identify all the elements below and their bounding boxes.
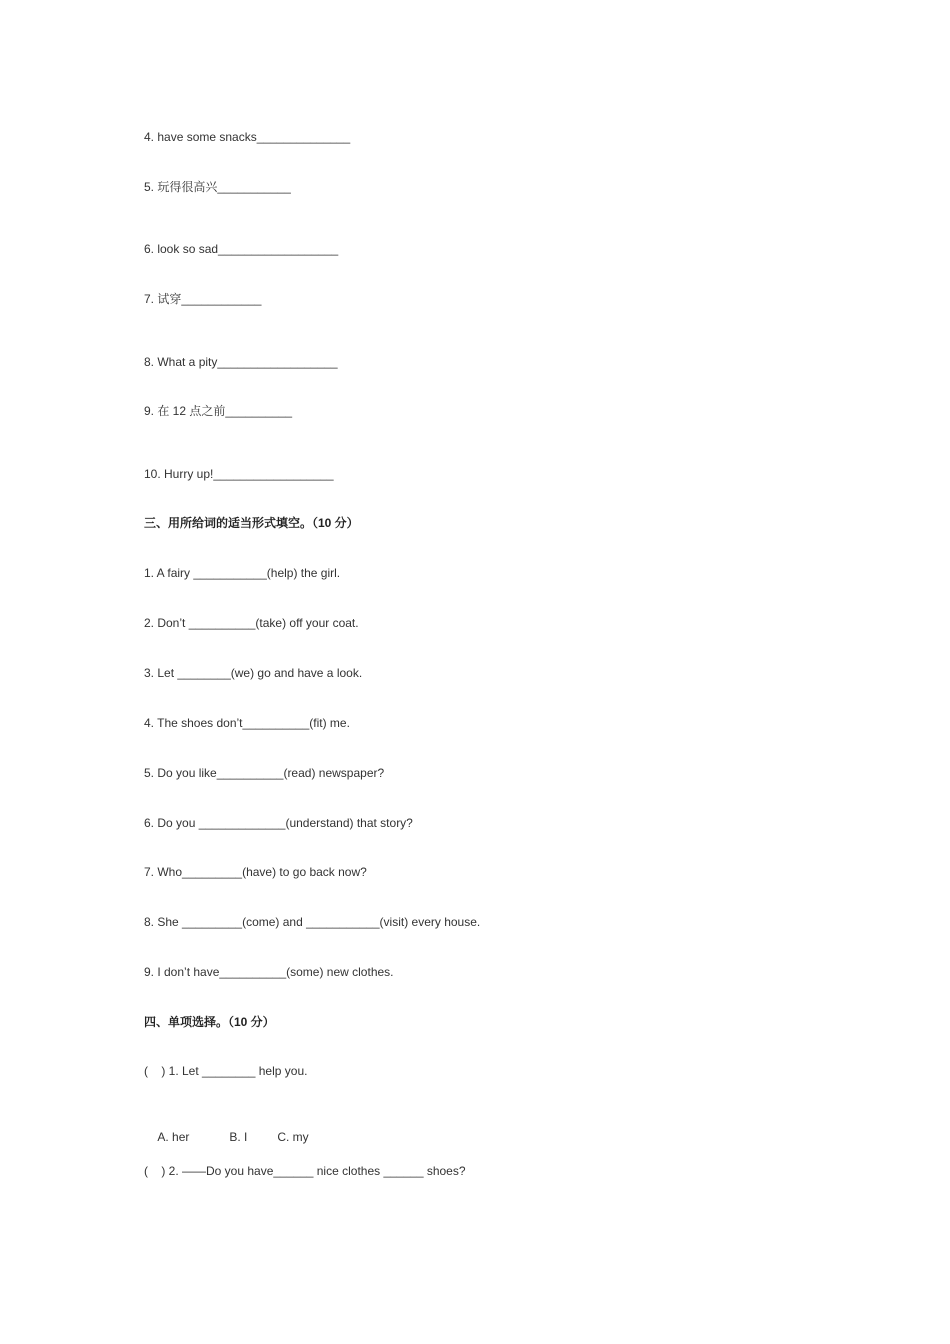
phrase-item-5: 5. 玩得很高兴___________ [144, 180, 291, 194]
option-c: C. my [277, 1130, 309, 1144]
section-3-heading: 三、用所给词的适当形式填空。（10 分） [144, 516, 359, 530]
phrase-item-7: 7. 试穿____________ [144, 292, 262, 306]
phrase-item-6: 6. look so sad__________________ [144, 242, 339, 256]
section-4-heading: 四、单项选择。（10 分） [144, 1015, 275, 1029]
fill-blank-item-6: 6. Do you _____________(understand) that story? [144, 816, 413, 830]
phrase-item-8: 8. What a pity__________________ [144, 355, 338, 369]
phrase-item-9: 9. 在 12 点之前__________ [144, 404, 293, 418]
fill-blank-item-5: 5. Do you like__________(read) newspaper? [144, 766, 385, 780]
fill-blank-item-8: 8. She _________(come) and ___________(visit) every house. [144, 915, 481, 929]
fill-blank-item-7: 7. Who_________(have) to go back now? [144, 865, 367, 879]
fill-blank-item-3: 3. Let ________(we) go and have a look. [144, 666, 363, 680]
fill-blank-item-2: 2. Don’t __________(take) off your coat. [144, 616, 359, 630]
fill-blank-item-4: 4. The shoes don’t__________(fit) me. [144, 716, 350, 730]
option-b: B. I [229, 1130, 248, 1144]
choice-question-1: ( ) 1. Let ________ help you. [144, 1064, 308, 1078]
fill-blank-item-1: 1. A fairy ___________(help) the girl. [144, 566, 341, 580]
fill-blank-item-9: 9. I don’t have__________(some) new clothes. [144, 965, 394, 979]
phrase-item-4: 4. have some snacks______________ [144, 130, 351, 144]
choice-question-2: ( ) 2. ——Do you have______ nice clothes ______ shoes? [144, 1164, 466, 1178]
phrase-item-10: 10. Hurry up!__________________ [144, 467, 334, 481]
choice-question-1-options [144, 1113, 309, 1161]
option-a: A. her [157, 1130, 190, 1144]
